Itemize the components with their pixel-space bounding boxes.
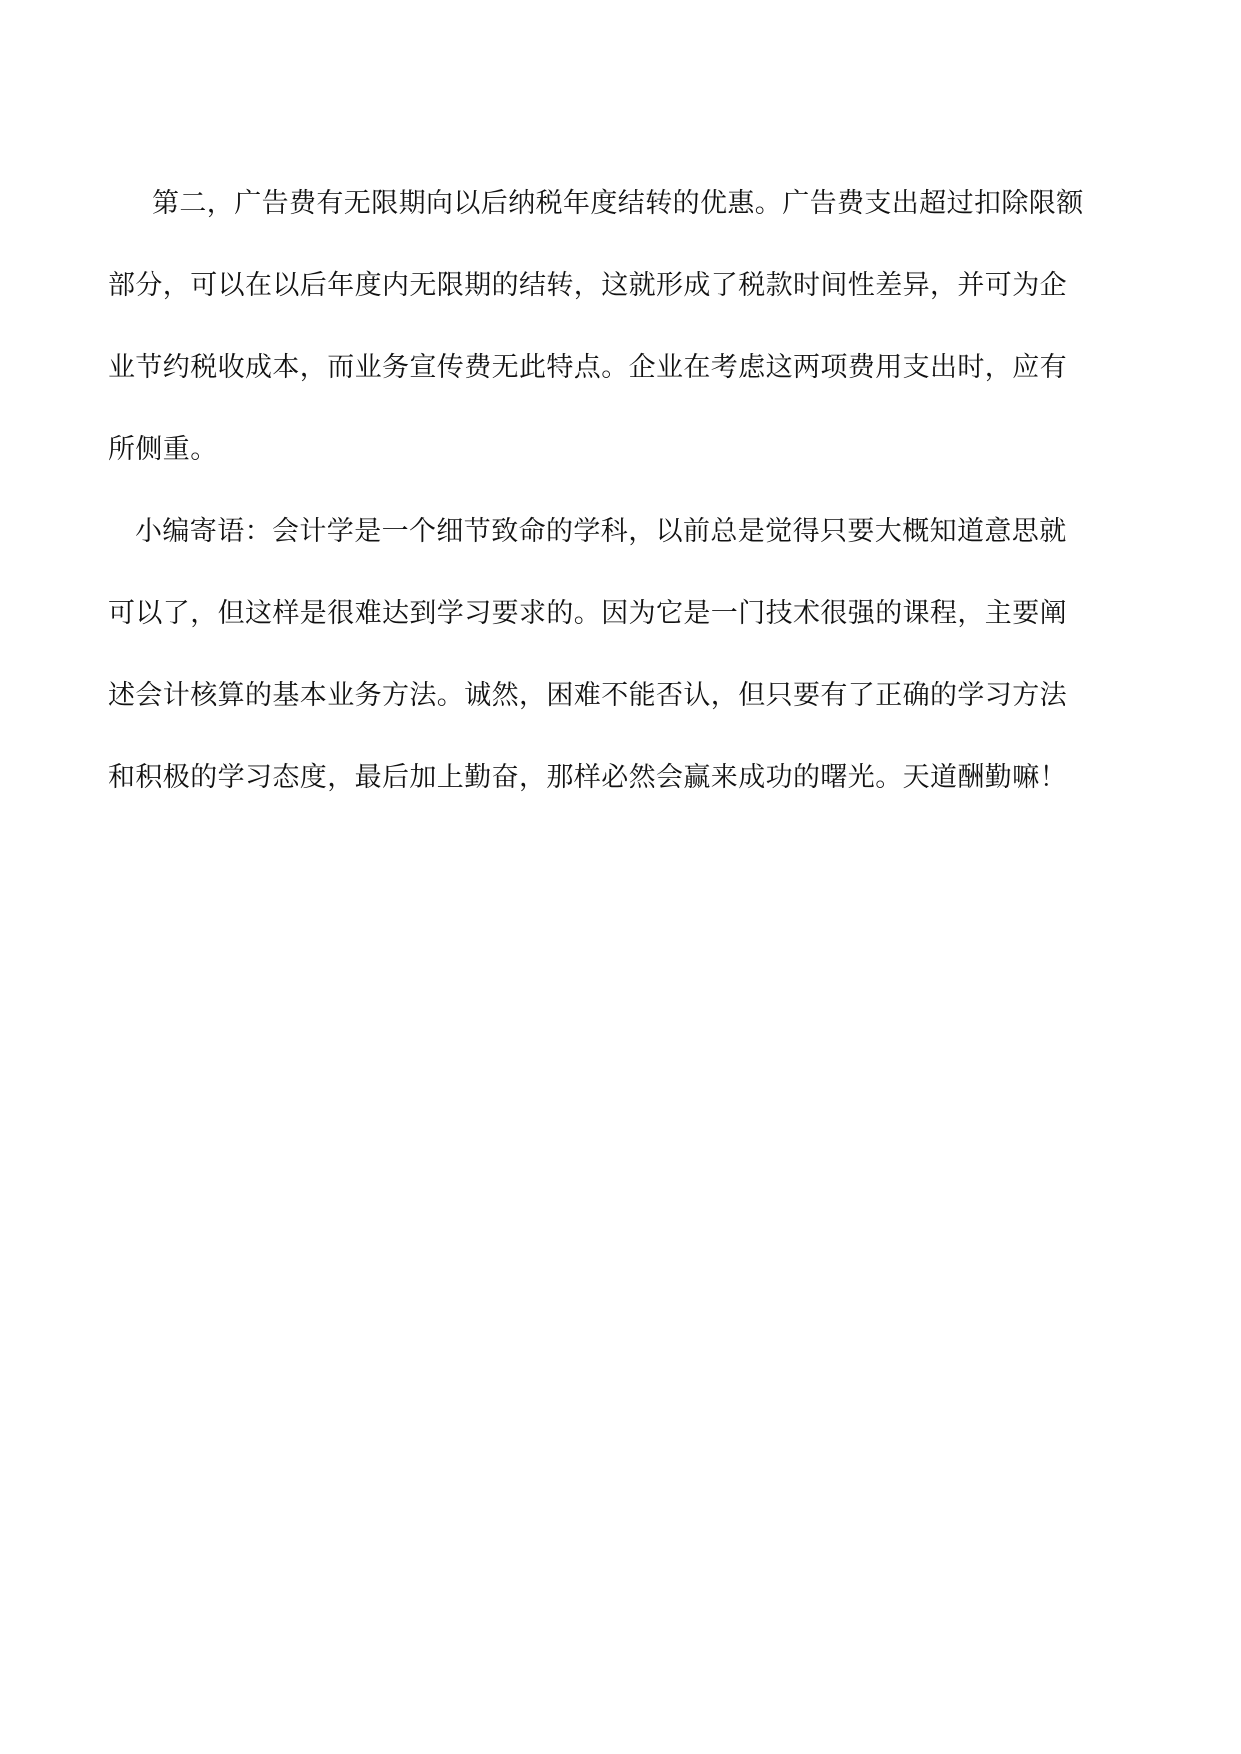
- paragraph-editor-note: [108, 491, 1140, 819]
- paragraph-line: 述会计核算的基本业务方法。诚然，困难不能否认，但只要有了正确的学习方法: [108, 680, 1067, 711]
- paragraph-line: 和积极的学习态度，最后加上勤奋，那样必然会赢来成功的曙光。天道酬勤嘛！: [108, 762, 1067, 793]
- paragraph-line: 可以了，但这样是很难达到学习要求的。因为它是一门技术很强的课程，主要阐: [108, 598, 1067, 629]
- paragraph-line: 部分，可以在以后年度内无限期的结转，这就形成了税款时间性差异，并可为企: [108, 270, 1067, 301]
- document-body: [108, 163, 1140, 819]
- paragraph-line: 小编寄语：会计学是一个细节致命的学科，以前总是觉得只要大概知道意思就: [135, 516, 1067, 547]
- paragraph-advertising-expense: [108, 163, 1140, 491]
- paragraph-line: 第二，广告费有无限期向以后纳税年度结转的优惠。广告费支出超过扣除限额: [152, 188, 1084, 219]
- paragraph-line: 业节约税收成本，而业务宣传费无此特点。企业在考虑这两项费用支出时，应有: [108, 352, 1067, 383]
- paragraph-line: 所侧重。: [108, 434, 218, 465]
